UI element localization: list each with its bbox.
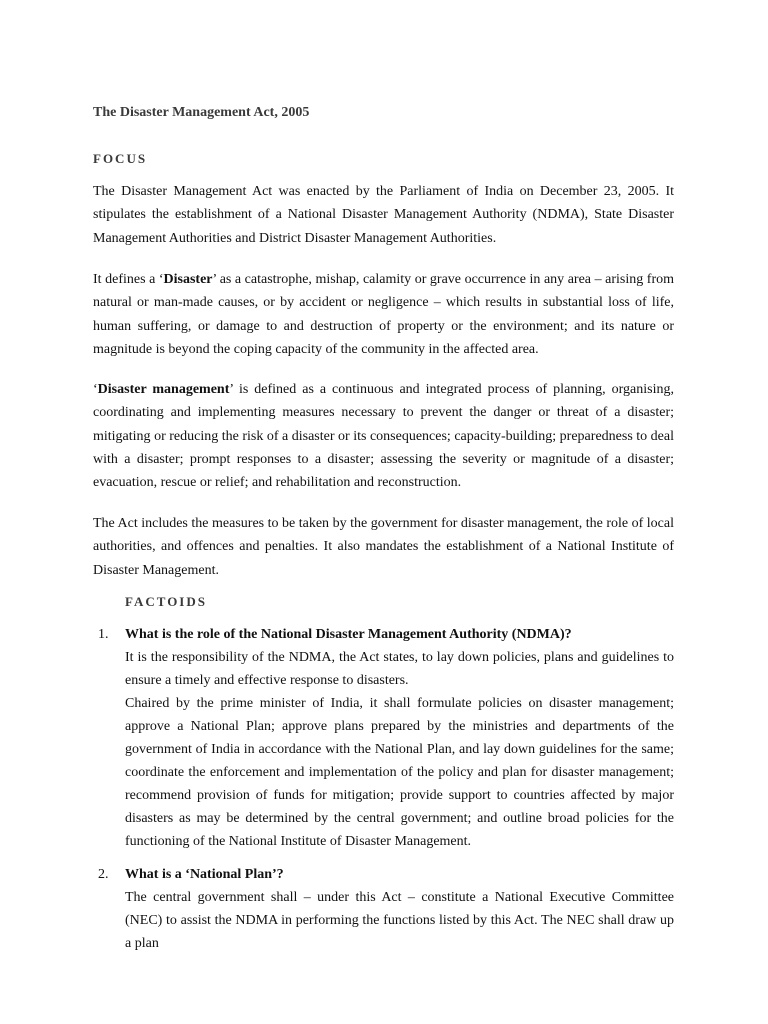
disaster-management-term: Disaster management	[97, 382, 230, 397]
paragraph-disaster-management-definition	[93, 378, 674, 494]
factoid-answer: The central government shall – under this Act – constitute a National Executive Committee (NEC) to assist the NDMA in performing the functions listed by this Act. The NEC shall draw up a plan	[125, 890, 674, 951]
focus-heading: FOCUS	[93, 151, 148, 166]
factoids-heading: FACTOIDS	[125, 594, 207, 609]
factoid-body	[125, 863, 674, 955]
paragraph-enactment: The Disaster Management Act was enacted by the Parliament of India on December 23, 2005. It stipulates the establishment of a National Disaster Management Authority (NDMA), State Disaster Management Authorities and District Disaster Management Authorities.	[93, 184, 674, 246]
factoid-number: 1.	[98, 627, 109, 642]
disaster-prefix: It defines a ‘	[93, 272, 164, 287]
factoid-answer: It is the responsibility of the NDMA, the Act states, to lay down policies, plans and guidelines to ensure a timely and effective response to disasters.	[125, 650, 674, 688]
disaster-suffix: ’ as a catastrophe, mishap, calamity or grave occurrence in any area – arising from natural or man-made causes, or by accident or negligence – which results in substantial loss of life, human suffering, or damage to and destruction of property or the environment; and its nature or magnitude is beyond the coping capacity of the community in the affected area.	[93, 272, 674, 357]
document-title: The Disaster Management Act, 2005	[93, 105, 310, 120]
disaster-term: Disaster	[163, 272, 213, 287]
factoid-number: 2.	[98, 867, 109, 882]
paragraph-act-measures: The Act includes the measures to be taken by the government for disaster management, the role of local authorities, and offences and penalties. It also mandates the establishment of a National Institute of Disaster Management.	[93, 516, 674, 578]
factoid-answer: Chaired by the prime minister of India, it shall formulate policies on disaster management; approve a National Plan; approve plans prepared by the ministries and departments of the government of India in accordance with the National Plan, and lay down guidelines for the same; coordinate the enforcement and implementation of the policy and plan for disaster management; recommend provision of funds for mitigation; provide support to countries affected by major disasters as may be determined by the central government; and outline broad policies for the functioning of the National Institute of Disaster Management.	[125, 696, 674, 849]
dm-prefix: ‘	[93, 382, 98, 397]
factoid-body	[125, 623, 674, 853]
paragraph-disaster-definition	[93, 268, 674, 361]
factoid-question: What is the role of the National Disaster Management Authority (NDMA)?	[125, 627, 572, 642]
factoid-question: What is a ‘National Plan’?	[125, 867, 284, 882]
dm-suffix: ’ is defined as a continuous and integrated process of planning, organising, coordinating and implementing measures necessary to prevent the danger or threat of a disaster; mitigating or reducing the risk of a disaster or its consequences; capacity-building; preparedness to deal with a disaster; prompt responses to a disaster; assessing the severity or magnitude of a disaster; evacuation, rescue or relief; and rehabilitation and reconstruction.	[93, 382, 674, 491]
